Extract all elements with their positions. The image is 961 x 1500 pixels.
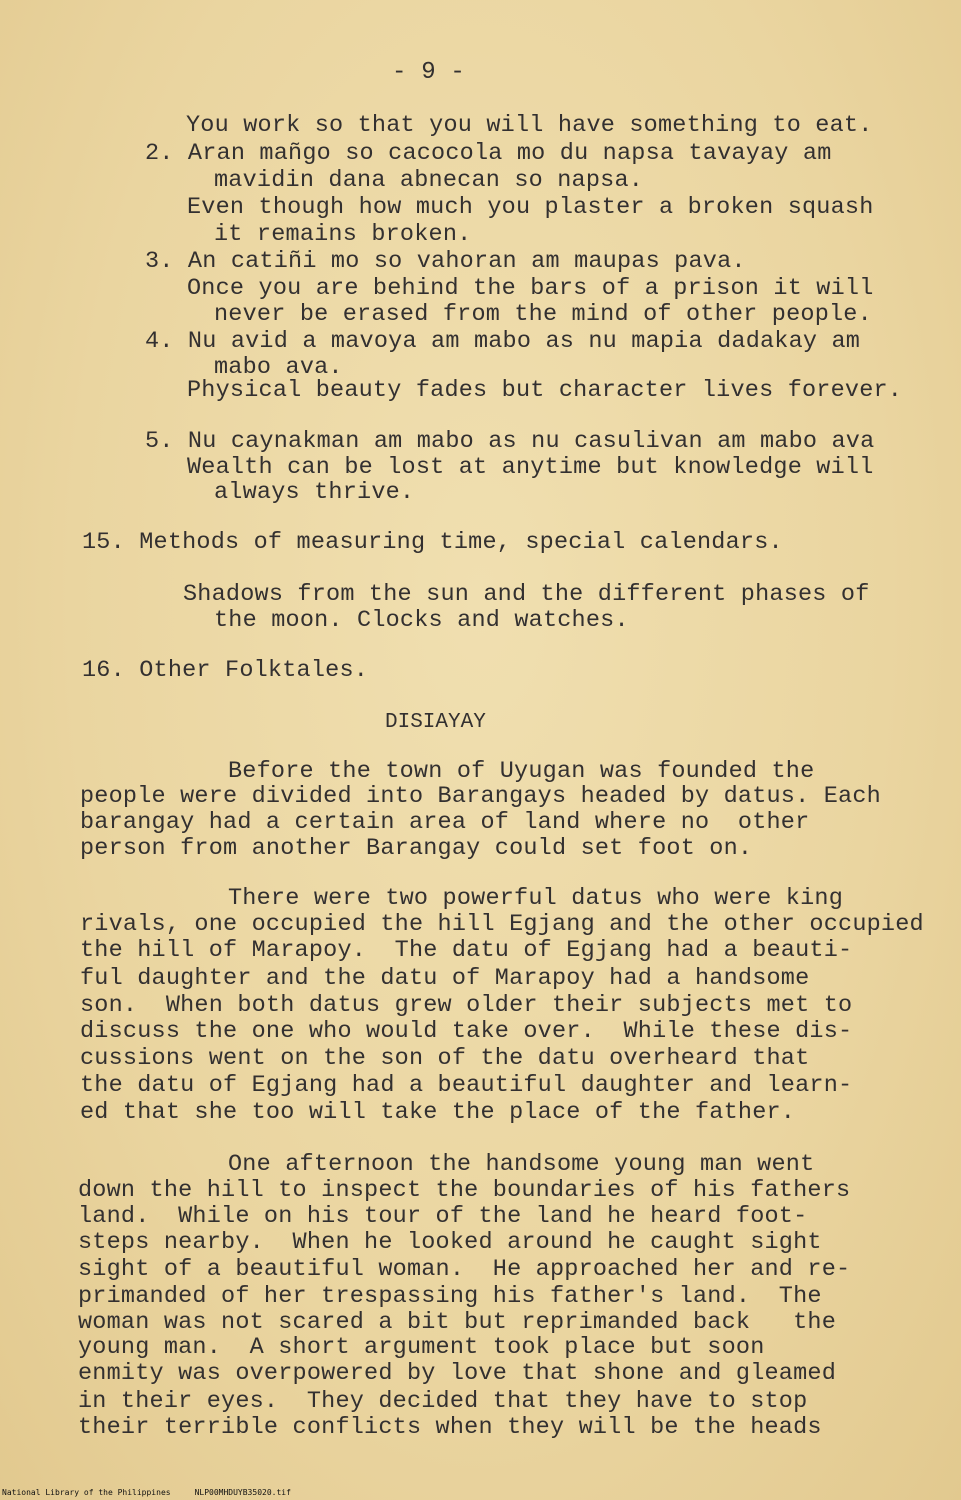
text-line: land. While on his tour of the land he heard foot- [78, 1203, 808, 1230]
text-line: mabo ava. [214, 354, 343, 381]
text-line: mavidin dana abnecan so napsa. [214, 167, 644, 194]
text-line: sight of a beautiful woman. He approached her and re- [78, 1256, 851, 1283]
text-line: 4. Nu avid a mavoya am mabo as nu mapia dadakay am [145, 328, 861, 355]
text-line: 5. Nu caynakman am mabo as nu casulivan am mabo ava [145, 428, 875, 455]
text-line: young man. A short argument took place but soon [78, 1334, 765, 1361]
text-line: One afternoon the handsome young man went [228, 1151, 815, 1178]
section-heading: 15. Methods of measuring time, special calendars. [82, 529, 783, 556]
text-line: in their eyes. They decided that they have to stop [78, 1388, 808, 1415]
scan-footer [2, 1488, 315, 1498]
page-number: - 9 - [392, 59, 466, 86]
text-line: ful daughter and the datu of Marapoy had a handsome [80, 965, 810, 992]
text-line: enmity was overpowered by love that shone and gleamed [78, 1360, 837, 1387]
text-line: Once you are behind the bars of a prison it will [187, 275, 874, 302]
text-line: the moon. Clocks and watches. [214, 607, 629, 634]
text-line: Before the town of Uyugan was founded the [228, 758, 815, 785]
text-line: 2. Aran mañgo so cacocola mo du napsa tavayay am [145, 140, 832, 167]
text-line: always thrive. [214, 479, 415, 506]
scan-filename: NLP00MHDUYB35020.tif [194, 1488, 291, 1497]
text-line: There were two powerful datus who were king [228, 885, 843, 912]
text-line: discuss the one who would take over. While these dis- [80, 1018, 853, 1045]
text-line: Shadows from the sun and the different phases of [183, 581, 870, 608]
text-line: rivals, one occupied the hill Egjang and the other occupied [80, 911, 924, 938]
text-line: never be erased from the mind of other people. [214, 301, 872, 328]
text-line: You work so that you will have something to eat. [186, 112, 873, 139]
text-line: Even though how much you plaster a broken squash [187, 194, 874, 221]
section-heading: 16. Other Folktales. [82, 657, 369, 684]
text-line: Physical beauty fades but character lives forever. [187, 377, 903, 404]
text-line: 3. An catiñi mo so vahoran am maupas pava. [145, 248, 746, 275]
text-line: their terrible conflicts when they will be the heads [78, 1414, 822, 1441]
text-line: barangay had a certain area of land where no other [80, 809, 810, 836]
text-line: steps nearby. When he looked around he caught sight [78, 1229, 822, 1256]
story-title: DISIAYAY [385, 711, 486, 734]
text-line: woman was not scared a bit but reprimanded back the [78, 1309, 837, 1336]
text-line: person from another Barangay could set foot on. [80, 835, 753, 862]
text-line: primanded of her trespassing his father's land. The [78, 1283, 822, 1310]
text-line: it remains broken. [214, 221, 472, 248]
text-line: the hill of Marapoy. The datu of Egjang had a beauti- [80, 937, 853, 964]
text-line: the datu of Egjang had a beautiful daughter and learn- [80, 1072, 853, 1099]
text-line: people were divided into Barangays headed by datus. Each [80, 783, 881, 810]
text-line: down the hill to inspect the boundaries of his fathers [78, 1177, 851, 1204]
library-credit: National Library of the Philippines [2, 1488, 171, 1497]
text-line: ed that she too will take the place of the father. [80, 1099, 796, 1126]
text-line: son. When both datus grew older their subjects met to [80, 992, 853, 1019]
text-line: Wealth can be lost at anytime but knowledge will [187, 454, 874, 481]
text-line: cussions went on the son of the datu overheard that [80, 1045, 810, 1072]
